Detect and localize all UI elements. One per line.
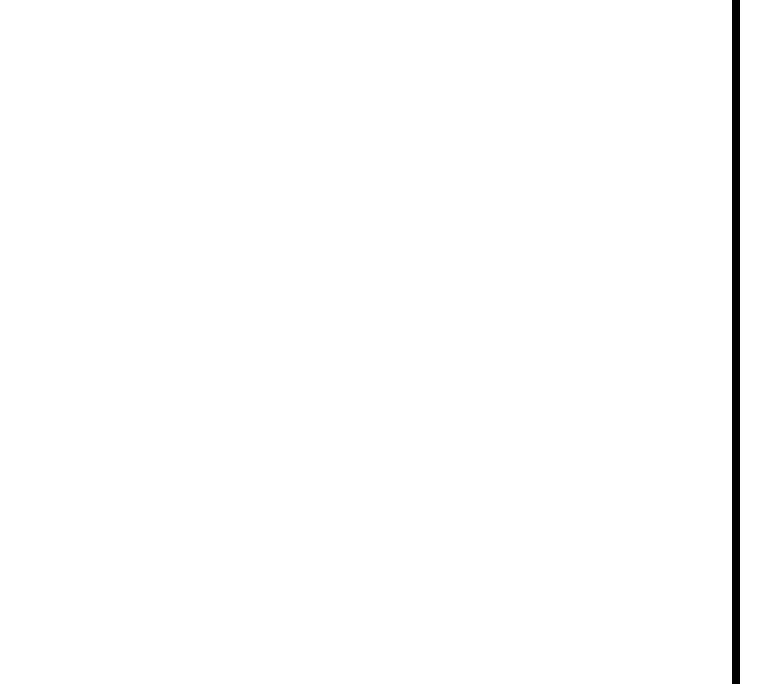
sheet-edge-bar [732, 0, 740, 684]
right-margin [740, 0, 759, 684]
